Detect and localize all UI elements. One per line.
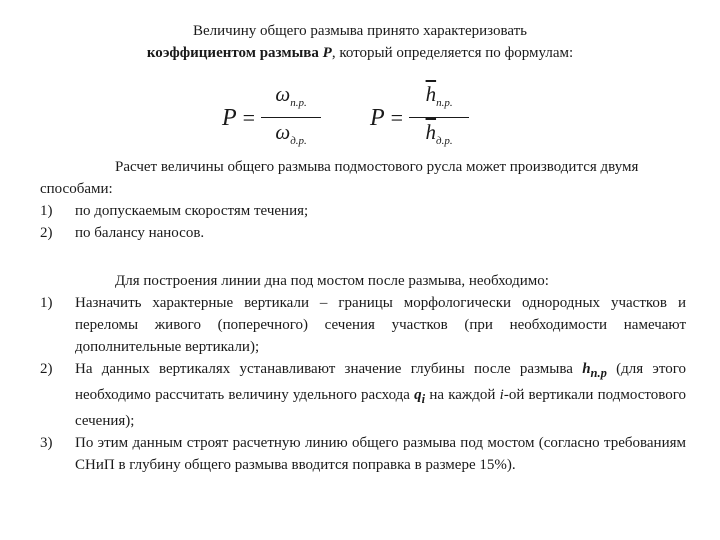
methods-section [40, 156, 686, 244]
intro-line-2 [40, 42, 680, 64]
intro-bold-term: коэффициентом размыва [146, 45, 323, 61]
steps-intro: Для построения линии дна под мостом после размыва, необходимо: [115, 273, 549, 289]
intro-line-1: Величину общего размыва принято характеризовать [192, 23, 528, 39]
discharge-variable: q [414, 387, 422, 403]
list-item: 2) по балансу наносов. [40, 225, 205, 241]
formula2-lhs: P [370, 104, 385, 131]
formula1-lhs: P [222, 104, 237, 131]
intro-bold-variable: P [322, 45, 332, 61]
formula1-numerator: $\omega_{п.р.}$ [275, 82, 307, 110]
methods-intro: Расчет величины общего размыва подмостового русла может производится двумя способами: [40, 159, 639, 197]
steps-section [40, 270, 686, 476]
formula2-eq: = [390, 104, 404, 130]
intro-paragraph [40, 20, 680, 64]
list-item: 1) по допускаемым скоростям течения; [40, 203, 309, 219]
formula-depth [370, 80, 469, 155]
depth-variable: h [582, 361, 591, 377]
list-item: 1) Назначить характерные вертикали – границы морфологически однородных участков и переломы живого (поперечного) сечения участков (при необходимости намечают дополнительные вертикали); [40, 295, 686, 355]
formula-velocity [222, 80, 321, 155]
list-item: 2) На данных вертикалях устанавливают значение глубины после размыва $h_{п.р}$ (для этого необходимо рассчитать величину удельного расхода $q_i$ на каждой i-ой вертикали подмостового сечения); [40, 361, 687, 429]
list-item: 3) По этим данным строят расчетную линию общего размыва под мостом (согласно требованиям СНиП в глубину общего размыва вводится поправка в размере 15%). [40, 435, 686, 473]
formula1-eq: = [242, 104, 256, 130]
formula2-denominator: $\overline{h}_{д.р.}$ [425, 120, 453, 148]
formula1-denominator: $\omega_{д.р.}$ [275, 120, 307, 148]
intro-rest: , который определяется по формулам: [331, 45, 574, 61]
formulas [0, 76, 720, 148]
formula2-numerator: $\overline{h}_{п.р.}$ [425, 82, 453, 110]
